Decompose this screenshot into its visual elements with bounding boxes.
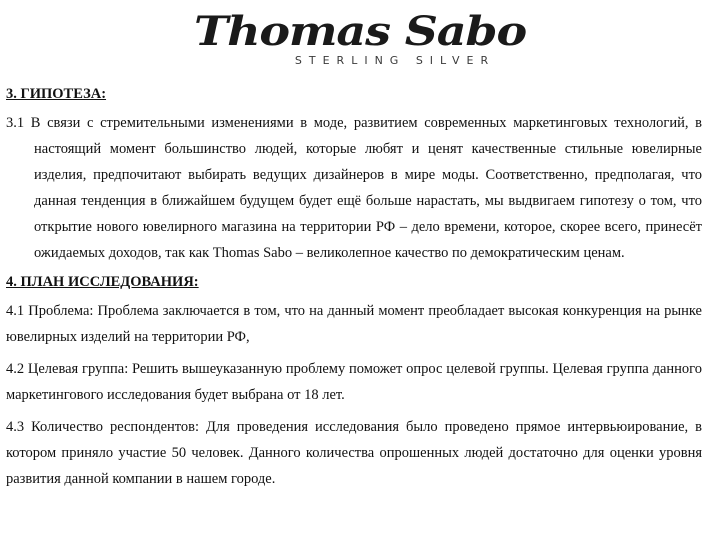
- section-4-2-paragraph: 4.2 Целевая группа: Решить вышеуказанную проблему поможет опрос целевой группы. Целевая группа данного маркетингового исследования будет выбрана от 18 лет.: [6, 361, 702, 403]
- document-body: [6, 84, 702, 492]
- section-4-3-paragraph: 4.3 Количество респондентов: Для проведения исследования было проведено прямое интервьюирование, в котором приняло участие 50 человек. Данного количества опрошенных людей достаточно для оценки уровня развития данной компании в нашем городе.: [6, 419, 702, 487]
- section-4-1-paragraph: 4.1 Проблема: Проблема заключается в том, что на данный момент преобладает высокая конкуренция на рынке ювелирных изделий на территории РФ,: [6, 303, 702, 345]
- logo-brand-name: Thomas Sabo: [194, 8, 526, 55]
- section-4-heading: 4. ПЛАН ИССЛЕДОВАНИЯ:: [6, 274, 199, 290]
- section-3-1-paragraph: 3.1 В связи с стремительными изменениями в моде, развитием современных маркетинговых технологий, в настоящий момент большинство людей, которые любят и ценят качественные стильные ювелирные изделия, предпочитают выбирать ведущих дизайнеров в мире моды. Соответственно, предполагая, что данная тенденция в ближайшем будущем будет ещё больше нарастать, мы выдвигаем гипотезу о том, что открытие нового ювелирного магазина на территории РФ – дело времени, которое, скорее всего, принесёт ожидаемых доходов, так как Thomas Sabo – великолепное качество по демократическим ценам.: [6, 115, 702, 261]
- section-3-heading: 3. ГИПОТЕЗА:: [6, 86, 107, 102]
- brand-logo: [0, 10, 720, 70]
- logo-tagline: STERLING SILVER: [294, 54, 496, 67]
